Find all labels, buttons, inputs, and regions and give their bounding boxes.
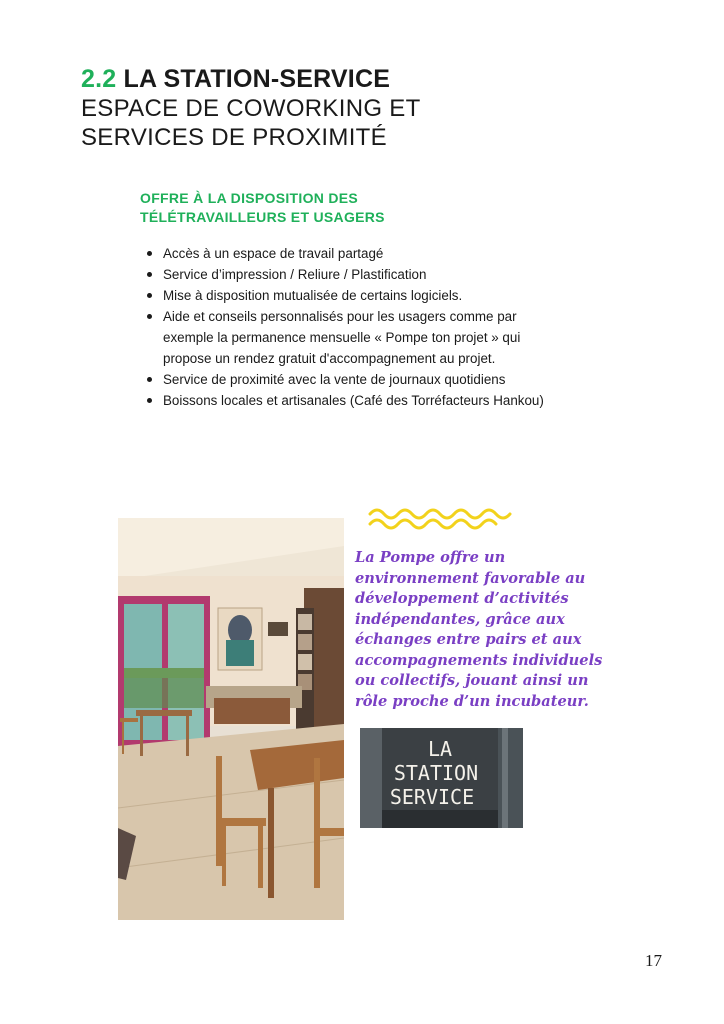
section-title	[81, 64, 641, 94]
list-item-text: Accès à un espace de travail partagé	[163, 246, 384, 261]
station-service-sign-photo	[360, 728, 523, 828]
list-item-text: Mise à disposition mutualisée de certains logiciels.	[163, 288, 463, 303]
sign-line1: LA	[427, 737, 453, 761]
squiggle-decoration	[368, 504, 518, 530]
list-item-text: Boissons locales et artisanales (Café des Torréfacteurs Hankou)	[163, 393, 544, 408]
bullet-icon	[147, 293, 152, 298]
list-item-text: Aide et conseils personnalisés pour les usagers comme par exemple la permanence mensuelle « Pompe ton projet » qui propose un rendez gratuit d'accompagnement au projet.	[163, 309, 521, 366]
cafe-interior-photo	[118, 518, 344, 920]
section-subtitle-line1: ESPACE DE COWORKING ET	[81, 95, 421, 122]
list-item	[145, 306, 545, 369]
list-item	[145, 264, 545, 285]
offer-subheading-line2: TÉLÉTRAVAILLEURS ET USAGERS	[140, 209, 385, 225]
section-subtitle-line2: SERVICES DE PROXIMITÉ	[81, 124, 387, 151]
bullet-icon	[147, 314, 152, 319]
list-item	[145, 243, 545, 264]
cafe-interior-illustration	[118, 518, 344, 920]
sign-line2: STATION	[393, 761, 479, 785]
offer-subheading-line1: OFFRE À LA DISPOSITION DES	[140, 190, 359, 206]
page-number: 17	[645, 951, 662, 970]
list-item-text: Service de proximité avec la vente de journaux quotidiens	[163, 372, 506, 387]
list-item-text: Service d’impression / Reliure / Plastification	[163, 267, 427, 282]
bullet-icon	[147, 398, 152, 403]
section-number: 2.2	[81, 65, 117, 93]
bullet-icon	[147, 251, 152, 256]
list-item	[145, 369, 545, 390]
offer-subheading	[140, 189, 460, 227]
sign-line3: SERVICE	[389, 785, 475, 809]
bullet-icon	[147, 272, 152, 277]
section-title-text: LA STATION-SERVICE	[116, 65, 391, 93]
section-heading	[81, 64, 641, 152]
list-item	[145, 390, 545, 411]
highlight-quote: La Pompe offre un environnement favorable au développement d’activités indépendantes, grâce aux échanges entre pairs et aux accompagnements individuels ou collectifs, jouant ainsi un rôle proche d’un incubateur.	[355, 549, 603, 710]
sign-illustration	[360, 728, 523, 828]
list-item	[145, 285, 545, 306]
offer-list	[145, 243, 545, 411]
bullet-icon	[147, 377, 152, 382]
